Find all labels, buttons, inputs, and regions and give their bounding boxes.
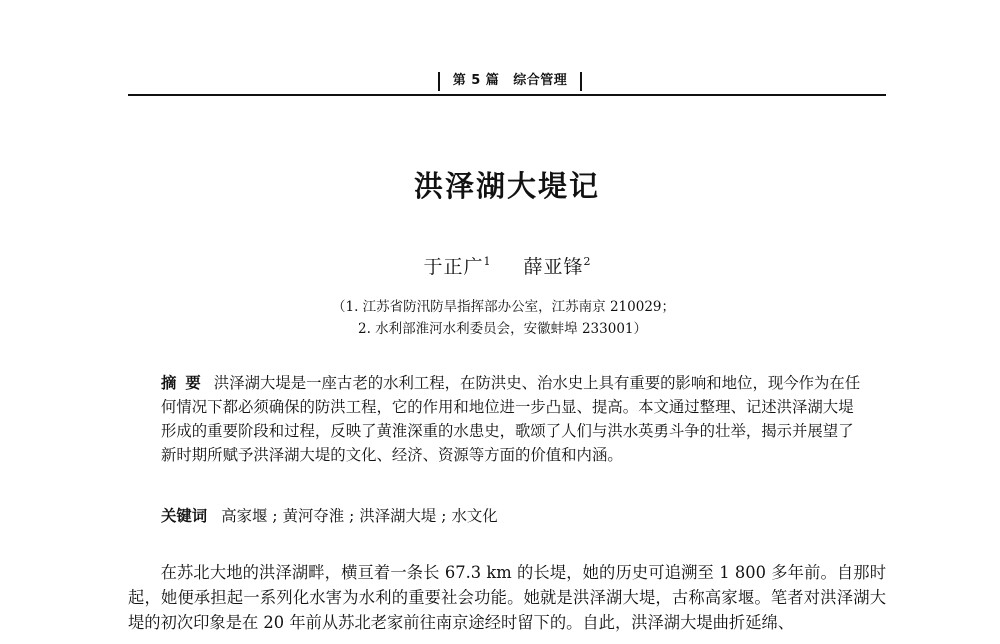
author-line <box>128 248 886 281</box>
article-title: 洪泽湖大堤记 <box>413 169 600 203</box>
author-2 <box>524 256 591 278</box>
body-paragraph: 在苏北大地的洪泽湖畔，横亘着一条长 67.3 km 的长堤，她的历史可追溯至 1 800 多年前。自那时起，她便承担起一系列化水害为水利的重要社会功能。她就是洪泽湖大堤，古称高家堰。笔者对洪泽湖大堤的初次印象是在 20 年前从苏北老家前往南京途经时留下的。自此，洪泽湖大堤曲折延绵、 <box>128 563 886 632</box>
abstract-paragraph <box>161 371 861 467</box>
abstract <box>161 371 861 467</box>
abstract-text: 洪泽湖大堤是一座古老的水利工程，在防洪史、治水史上具有重要的影响和地位，现今作为在任何情况下都必须确保的防洪工程，它的作用和地位进一步凸显、提高。本文通过整理、记述洪泽湖大堤形成的重要阶段和过程，反映了黄淮深重的水患史，歌颂了人们与洪水英勇斗争的壮举，揭示并展望了新时期所赋予洪泽湖大堤的文化、经济、资源等方面的价值和内涵。 <box>161 374 861 464</box>
keyword: 黄河夺淮 <box>282 507 345 525</box>
running-header <box>438 69 582 93</box>
header-bracket-left <box>438 72 440 91</box>
body-text <box>128 560 886 635</box>
author-name: 薛亚锋 <box>523 256 584 278</box>
author-affiliation-mark: 2 <box>583 255 591 268</box>
abstract-label: 摘要 <box>161 374 210 392</box>
keyword: 水文化 <box>451 507 498 525</box>
affiliation-2: 2. 水利部淮河水利委员会，安徽蚌埠 233001） <box>358 321 647 337</box>
author-affiliation-mark: 1 <box>483 255 491 268</box>
keywords-label: 关键词 <box>161 507 208 525</box>
keyword: 洪泽湖大堤 <box>359 507 437 525</box>
affiliation-1: （1. 江苏省防汛防旱指挥部办公室，江苏南京 210029； <box>332 299 675 315</box>
header-bracket-right <box>580 72 582 91</box>
header-rule <box>128 94 886 96</box>
header-part: 第 5 篇 <box>452 73 500 88</box>
keywords: 关键词 高家堰 ; 黄河夺淮 ; 洪泽湖大堤 ; 水文化 <box>161 507 498 525</box>
keyword: 高家堰 <box>221 507 268 525</box>
header-section: 综合管理 <box>513 73 568 88</box>
author-name: 于正广 <box>423 256 484 278</box>
author-1 <box>423 256 490 278</box>
